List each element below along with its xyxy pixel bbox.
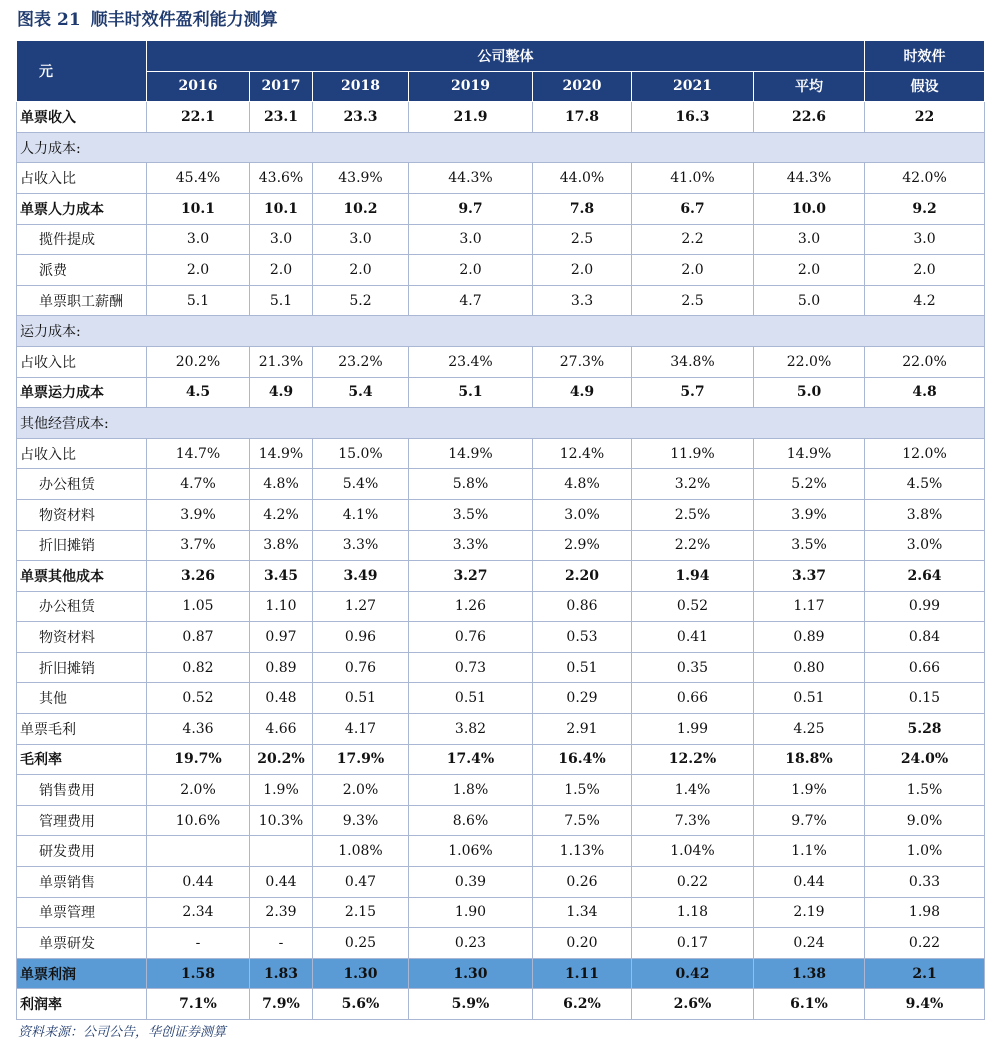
value-cell: 5.1	[250, 285, 313, 316]
year-header: 2021	[632, 71, 754, 102]
value-cell: 23.2%	[313, 346, 409, 377]
value-cell: 9.4%	[865, 989, 985, 1020]
value-cell: 16.3	[632, 102, 754, 133]
value-cell: 1.1%	[754, 836, 865, 867]
row-label: 单票销售	[17, 867, 147, 898]
value-cell: 0.99	[865, 591, 985, 622]
value-cell: 5.4	[313, 377, 409, 408]
value-cell: 3.0	[147, 224, 250, 255]
section-label: 人力成本:	[17, 132, 985, 163]
row-label: 折旧摊销	[17, 530, 147, 561]
value-cell: 0.66	[865, 652, 985, 683]
value-cell: 0.24	[754, 928, 865, 959]
value-cell: 0.48	[250, 683, 313, 714]
value-cell: 3.5%	[409, 499, 533, 530]
table-row	[17, 989, 985, 1020]
value-cell: 1.8%	[409, 775, 533, 806]
value-cell: 2.5%	[632, 499, 754, 530]
value-cell: 19.7%	[147, 744, 250, 775]
value-cell: 0.53	[533, 622, 632, 653]
row-label: 占收入比	[17, 346, 147, 377]
value-cell: 0.51	[313, 683, 409, 714]
header-row-groups	[17, 41, 985, 72]
row-label: 单票研发	[17, 928, 147, 959]
row-label: 单票管理	[17, 897, 147, 928]
value-cell: 9.3%	[313, 805, 409, 836]
value-cell: 2.0	[313, 255, 409, 286]
value-cell: 16.4%	[533, 744, 632, 775]
value-cell: 21.3%	[250, 346, 313, 377]
value-cell: 3.2%	[632, 469, 754, 500]
value-cell: 17.4%	[409, 744, 533, 775]
year-header: 2016	[147, 71, 250, 102]
value-cell: 3.3%	[313, 530, 409, 561]
value-cell: 0.84	[865, 622, 985, 653]
table-row	[17, 255, 985, 286]
figure-title-number: 21	[57, 10, 81, 30]
value-cell: 1.34	[533, 897, 632, 928]
row-label: 揽件提成	[17, 224, 147, 255]
row-label: 单票运力成本	[17, 377, 147, 408]
value-cell: 4.5	[147, 377, 250, 408]
value-cell: 5.1	[147, 285, 250, 316]
value-cell: 5.2%	[754, 469, 865, 500]
value-cell: 0.96	[313, 622, 409, 653]
header-row-years	[17, 71, 985, 102]
value-cell: 45.4%	[147, 163, 250, 194]
value-cell: 5.6%	[313, 989, 409, 1020]
row-label: 折旧摊销	[17, 652, 147, 683]
value-cell: 9.0%	[865, 805, 985, 836]
value-cell: 5.1	[409, 377, 533, 408]
value-cell: 3.0	[754, 224, 865, 255]
value-cell: 3.27	[409, 561, 533, 592]
table-row	[17, 958, 985, 989]
value-cell: 0.17	[632, 928, 754, 959]
value-cell: 1.83	[250, 958, 313, 989]
value-cell: 1.18	[632, 897, 754, 928]
value-cell: 2.0%	[313, 775, 409, 806]
row-label: 物资材料	[17, 499, 147, 530]
value-cell: 0.29	[533, 683, 632, 714]
row-label: 销售费用	[17, 775, 147, 806]
section-label: 运力成本:	[17, 316, 985, 347]
row-label: 其他	[17, 683, 147, 714]
value-cell: 1.58	[147, 958, 250, 989]
value-cell: 4.2%	[250, 499, 313, 530]
value-cell: 1.11	[533, 958, 632, 989]
value-cell: 0.23	[409, 928, 533, 959]
value-cell: 7.8	[533, 193, 632, 224]
value-cell: 4.1%	[313, 499, 409, 530]
table-row	[17, 561, 985, 592]
value-cell: 0.22	[865, 928, 985, 959]
value-cell: 43.9%	[313, 163, 409, 194]
row-label: 单票其他成本	[17, 561, 147, 592]
value-cell: 0.86	[533, 591, 632, 622]
value-cell: 23.4%	[409, 346, 533, 377]
value-cell: 0.22	[632, 867, 754, 898]
value-cell: 4.5%	[865, 469, 985, 500]
value-cell: 4.36	[147, 714, 250, 745]
row-label: 利润率	[17, 989, 147, 1020]
value-cell: 2.19	[754, 897, 865, 928]
value-cell: 34.8%	[632, 346, 754, 377]
value-cell: 5.2	[313, 285, 409, 316]
value-cell: 3.8%	[250, 530, 313, 561]
value-cell: 10.1	[147, 193, 250, 224]
value-cell: 0.15	[865, 683, 985, 714]
value-cell: 14.9%	[250, 438, 313, 469]
value-cell: -	[147, 928, 250, 959]
year-header: 2018	[313, 71, 409, 102]
table-row	[17, 346, 985, 377]
value-cell: 6.7	[632, 193, 754, 224]
table-row	[17, 867, 985, 898]
profitability-table	[16, 40, 985, 1020]
value-cell: 0.51	[754, 683, 865, 714]
source-note: 资料来源：公司公告，华创证券测算	[18, 1025, 227, 1040]
figure-title-text: 顺丰时效件盈利能力测算	[90, 10, 278, 30]
value-cell: 1.5%	[865, 775, 985, 806]
value-cell: 3.45	[250, 561, 313, 592]
value-cell: 1.99	[632, 714, 754, 745]
row-label: 派费	[17, 255, 147, 286]
value-cell: 9.2	[865, 193, 985, 224]
value-cell: 0.26	[533, 867, 632, 898]
value-cell: 0.76	[313, 652, 409, 683]
value-cell: 10.2	[313, 193, 409, 224]
value-cell: 17.9%	[313, 744, 409, 775]
value-cell: 27.3%	[533, 346, 632, 377]
value-cell: 3.0	[865, 224, 985, 255]
value-cell: 22	[865, 102, 985, 133]
value-cell: 4.7	[409, 285, 533, 316]
row-label: 毛利率	[17, 744, 147, 775]
value-cell: 1.94	[632, 561, 754, 592]
table-row	[17, 836, 985, 867]
value-cell: 5.9%	[409, 989, 533, 1020]
value-cell: 2.39	[250, 897, 313, 928]
value-cell: 42.0%	[865, 163, 985, 194]
table-row	[17, 622, 985, 653]
table-row	[17, 775, 985, 806]
value-cell: 6.2%	[533, 989, 632, 1020]
value-cell: 0.35	[632, 652, 754, 683]
value-cell: 1.17	[754, 591, 865, 622]
table-row	[17, 805, 985, 836]
value-cell: 1.05	[147, 591, 250, 622]
table-row	[17, 897, 985, 928]
value-cell: 3.0%	[533, 499, 632, 530]
row-label: 占收入比	[17, 163, 147, 194]
value-cell: 2.0	[409, 255, 533, 286]
value-cell: 2.0%	[147, 775, 250, 806]
value-cell: 12.2%	[632, 744, 754, 775]
value-cell: 1.5%	[533, 775, 632, 806]
value-cell: 4.9	[250, 377, 313, 408]
value-cell: 1.04%	[632, 836, 754, 867]
row-label: 占收入比	[17, 438, 147, 469]
value-cell: 7.3%	[632, 805, 754, 836]
value-cell: 4.25	[754, 714, 865, 745]
value-cell: 0.51	[409, 683, 533, 714]
unit-header: 元	[17, 41, 147, 102]
row-label: 单票利润	[17, 958, 147, 989]
value-cell: 9.7	[409, 193, 533, 224]
row-label: 单票人力成本	[17, 193, 147, 224]
value-cell: 2.20	[533, 561, 632, 592]
year-header: 2019	[409, 71, 533, 102]
value-cell: 18.8%	[754, 744, 865, 775]
value-cell: 2.64	[865, 561, 985, 592]
value-cell: 14.9%	[754, 438, 865, 469]
table-row	[17, 683, 985, 714]
value-cell: 1.90	[409, 897, 533, 928]
table-row	[17, 469, 985, 500]
section-row	[17, 132, 985, 163]
figure-title	[17, 6, 278, 34]
value-cell: 5.0	[754, 377, 865, 408]
value-cell: 1.13%	[533, 836, 632, 867]
value-cell: 3.0	[313, 224, 409, 255]
year-header: 2020	[533, 71, 632, 102]
company-group-header: 公司整体	[147, 41, 865, 72]
value-cell: 0.97	[250, 622, 313, 653]
value-cell: 10.1	[250, 193, 313, 224]
value-cell: 1.10	[250, 591, 313, 622]
value-cell	[147, 836, 250, 867]
value-cell: 11.9%	[632, 438, 754, 469]
value-cell: 0.80	[754, 652, 865, 683]
value-cell: 10.6%	[147, 805, 250, 836]
value-cell: 14.9%	[409, 438, 533, 469]
value-cell: 2.0	[754, 255, 865, 286]
value-cell: 1.38	[754, 958, 865, 989]
value-cell: 5.4%	[313, 469, 409, 500]
row-label: 管理费用	[17, 805, 147, 836]
value-cell: 2.0	[147, 255, 250, 286]
value-cell: 0.44	[754, 867, 865, 898]
value-cell: 3.26	[147, 561, 250, 592]
value-cell: 4.17	[313, 714, 409, 745]
value-cell: 23.3	[313, 102, 409, 133]
value-cell: 4.8%	[533, 469, 632, 500]
value-cell: 4.66	[250, 714, 313, 745]
value-cell: 4.7%	[147, 469, 250, 500]
value-cell: 23.1	[250, 102, 313, 133]
value-cell: 12.0%	[865, 438, 985, 469]
value-cell: 0.47	[313, 867, 409, 898]
express-group-header: 时效件	[865, 41, 985, 72]
average-header: 平均	[754, 71, 865, 102]
value-cell: 9.7%	[754, 805, 865, 836]
value-cell: 1.26	[409, 591, 533, 622]
value-cell: 0.89	[754, 622, 865, 653]
value-cell: 5.8%	[409, 469, 533, 500]
value-cell: 1.27	[313, 591, 409, 622]
value-cell: 22.1	[147, 102, 250, 133]
value-cell: 15.0%	[313, 438, 409, 469]
value-cell: 7.1%	[147, 989, 250, 1020]
value-cell: 2.0	[533, 255, 632, 286]
value-cell: 5.0	[754, 285, 865, 316]
value-cell: 20.2%	[250, 744, 313, 775]
value-cell: 2.5	[632, 285, 754, 316]
row-label: 单票收入	[17, 102, 147, 133]
value-cell: 24.0%	[865, 744, 985, 775]
value-cell: 1.9%	[754, 775, 865, 806]
value-cell: 3.9%	[754, 499, 865, 530]
value-cell: 10.0	[754, 193, 865, 224]
value-cell: -	[250, 928, 313, 959]
table-row	[17, 744, 985, 775]
row-label: 办公租赁	[17, 469, 147, 500]
value-cell: 17.8	[533, 102, 632, 133]
value-cell: 3.37	[754, 561, 865, 592]
value-cell: 1.98	[865, 897, 985, 928]
value-cell: 0.52	[147, 683, 250, 714]
value-cell: 0.44	[147, 867, 250, 898]
row-label: 单票职工薪酬	[17, 285, 147, 316]
row-label: 研发费用	[17, 836, 147, 867]
value-cell: 21.9	[409, 102, 533, 133]
value-cell: 4.8%	[250, 469, 313, 500]
value-cell: 41.0%	[632, 163, 754, 194]
value-cell: 43.6%	[250, 163, 313, 194]
value-cell: 2.1	[865, 958, 985, 989]
table-row	[17, 285, 985, 316]
value-cell: 6.1%	[754, 989, 865, 1020]
row-label: 单票毛利	[17, 714, 147, 745]
value-cell: 10.3%	[250, 805, 313, 836]
value-cell: 14.7%	[147, 438, 250, 469]
row-label: 物资材料	[17, 622, 147, 653]
value-cell: 0.33	[865, 867, 985, 898]
value-cell: 2.2	[632, 224, 754, 255]
value-cell: 44.3%	[409, 163, 533, 194]
value-cell: 0.87	[147, 622, 250, 653]
value-cell: 0.41	[632, 622, 754, 653]
value-cell: 2.15	[313, 897, 409, 928]
value-cell: 0.82	[147, 652, 250, 683]
table-row	[17, 499, 985, 530]
table-row	[17, 163, 985, 194]
value-cell: 5.28	[865, 714, 985, 745]
value-cell: 2.6%	[632, 989, 754, 1020]
table-row	[17, 438, 985, 469]
value-cell: 4.2	[865, 285, 985, 316]
value-cell: 0.66	[632, 683, 754, 714]
table-row	[17, 377, 985, 408]
value-cell: 20.2%	[147, 346, 250, 377]
value-cell: 22.0%	[865, 346, 985, 377]
value-cell: 1.08%	[313, 836, 409, 867]
value-cell: 3.3	[533, 285, 632, 316]
value-cell: 22.6	[754, 102, 865, 133]
value-cell: 7.5%	[533, 805, 632, 836]
value-cell: 3.49	[313, 561, 409, 592]
value-cell: 1.06%	[409, 836, 533, 867]
value-cell: 3.8%	[865, 499, 985, 530]
value-cell: 3.0	[250, 224, 313, 255]
value-cell: 44.3%	[754, 163, 865, 194]
value-cell: 0.42	[632, 958, 754, 989]
section-label: 其他经营成本:	[17, 408, 985, 439]
value-cell: 0.39	[409, 867, 533, 898]
value-cell: 3.82	[409, 714, 533, 745]
value-cell: 2.2%	[632, 530, 754, 561]
figure-title-prefix: 图表	[17, 10, 51, 30]
value-cell: 2.0	[865, 255, 985, 286]
value-cell: 3.0	[409, 224, 533, 255]
value-cell: 2.34	[147, 897, 250, 928]
value-cell: 44.0%	[533, 163, 632, 194]
value-cell: 8.6%	[409, 805, 533, 836]
table-row	[17, 224, 985, 255]
value-cell: 3.3%	[409, 530, 533, 561]
value-cell: 12.4%	[533, 438, 632, 469]
value-cell: 0.25	[313, 928, 409, 959]
table-row	[17, 102, 985, 133]
value-cell: 1.9%	[250, 775, 313, 806]
value-cell: 3.0%	[865, 530, 985, 561]
value-cell: 4.9	[533, 377, 632, 408]
value-cell: 1.4%	[632, 775, 754, 806]
year-header: 2017	[250, 71, 313, 102]
value-cell: 2.9%	[533, 530, 632, 561]
value-cell: 1.0%	[865, 836, 985, 867]
value-cell: 1.30	[313, 958, 409, 989]
section-row	[17, 408, 985, 439]
value-cell: 0.76	[409, 622, 533, 653]
value-cell: 0.52	[632, 591, 754, 622]
table-row	[17, 928, 985, 959]
value-cell: 2.91	[533, 714, 632, 745]
value-cell: 0.51	[533, 652, 632, 683]
table-row	[17, 591, 985, 622]
value-cell: 22.0%	[754, 346, 865, 377]
value-cell: 2.0	[632, 255, 754, 286]
value-cell: 4.8	[865, 377, 985, 408]
value-cell: 2.0	[250, 255, 313, 286]
value-cell: 0.44	[250, 867, 313, 898]
section-row	[17, 316, 985, 347]
value-cell: 7.9%	[250, 989, 313, 1020]
value-cell: 1.30	[409, 958, 533, 989]
value-cell: 0.20	[533, 928, 632, 959]
value-cell: 0.89	[250, 652, 313, 683]
assumption-header: 假设	[865, 71, 985, 102]
table-row	[17, 193, 985, 224]
value-cell: 0.73	[409, 652, 533, 683]
value-cell	[250, 836, 313, 867]
table-row	[17, 652, 985, 683]
value-cell: 3.5%	[754, 530, 865, 561]
value-cell: 2.5	[533, 224, 632, 255]
value-cell: 5.7	[632, 377, 754, 408]
value-cell: 3.7%	[147, 530, 250, 561]
table-row	[17, 714, 985, 745]
row-label: 办公租赁	[17, 591, 147, 622]
table-row	[17, 530, 985, 561]
value-cell: 3.9%	[147, 499, 250, 530]
